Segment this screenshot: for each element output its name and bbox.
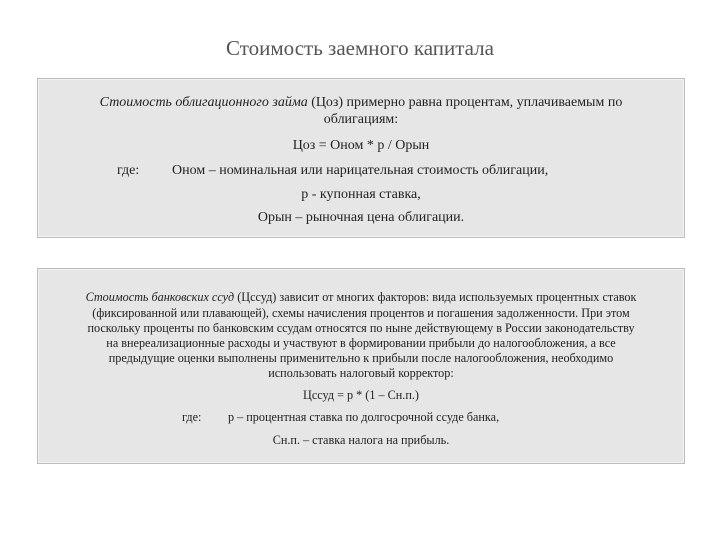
bond-term: Стоимость облигационного займа	[99, 95, 308, 110]
bond-definition: Оном – номинальная или нарицательная стоимость облигации,	[172, 163, 549, 178]
slide-title: Стоимость заемного капитала	[226, 36, 494, 60]
loan-text-line: на внереализационные расходы и участвуют в формировании прибыли до налогообложения, а все	[106, 336, 616, 350]
loan-definition: Сн.п. – ставка налога на прибыль.	[272, 433, 450, 447]
bond-cost-box	[37, 78, 685, 238]
bond-definition: Орын – рыночная цена облигации.	[257, 210, 465, 225]
bond-formula: Цоз = Оном * р / Орын	[292, 138, 430, 153]
bond-where-label: где:	[117, 163, 140, 178]
loan-definition: р – процентная ставка по долгосрочной ссуде банка,	[228, 410, 500, 424]
loan-term: Стоимость банковских ссуд	[85, 290, 235, 304]
loan-text-line: (фиксированной или плавающей), схемы начисления процентов и погашения задолженности. При этом	[92, 306, 630, 320]
loan-where-label: где:	[182, 410, 202, 424]
loan-text-rest: (Цссуд) зависит от многих факторов: вида используемых процентных ставок	[234, 290, 637, 304]
loan-text-line: использовать налоговый корректор:	[268, 366, 454, 380]
loan-text-line: предыдущие оценки выполнены применительно к прибыли после налогообложения, необходимо	[108, 351, 614, 365]
bond-definition: р - купонная ставка,	[301, 187, 421, 202]
loan-text-line	[38, 290, 684, 305]
loan-text-line: поскольку проценты по банковским ссудам относятся по ныне действующему в России законодательству	[87, 321, 635, 335]
bond-intro-line-2: облигациям:	[323, 112, 399, 127]
bank-loan-cost-box	[37, 268, 685, 464]
bond-intro-text: (Цоз) примерно равна процентам, уплачиваемым по	[307, 95, 623, 110]
loan-formula: Цссуд = р * (1 – Сн.п.)	[303, 388, 419, 402]
bond-intro-line-1	[38, 95, 684, 111]
